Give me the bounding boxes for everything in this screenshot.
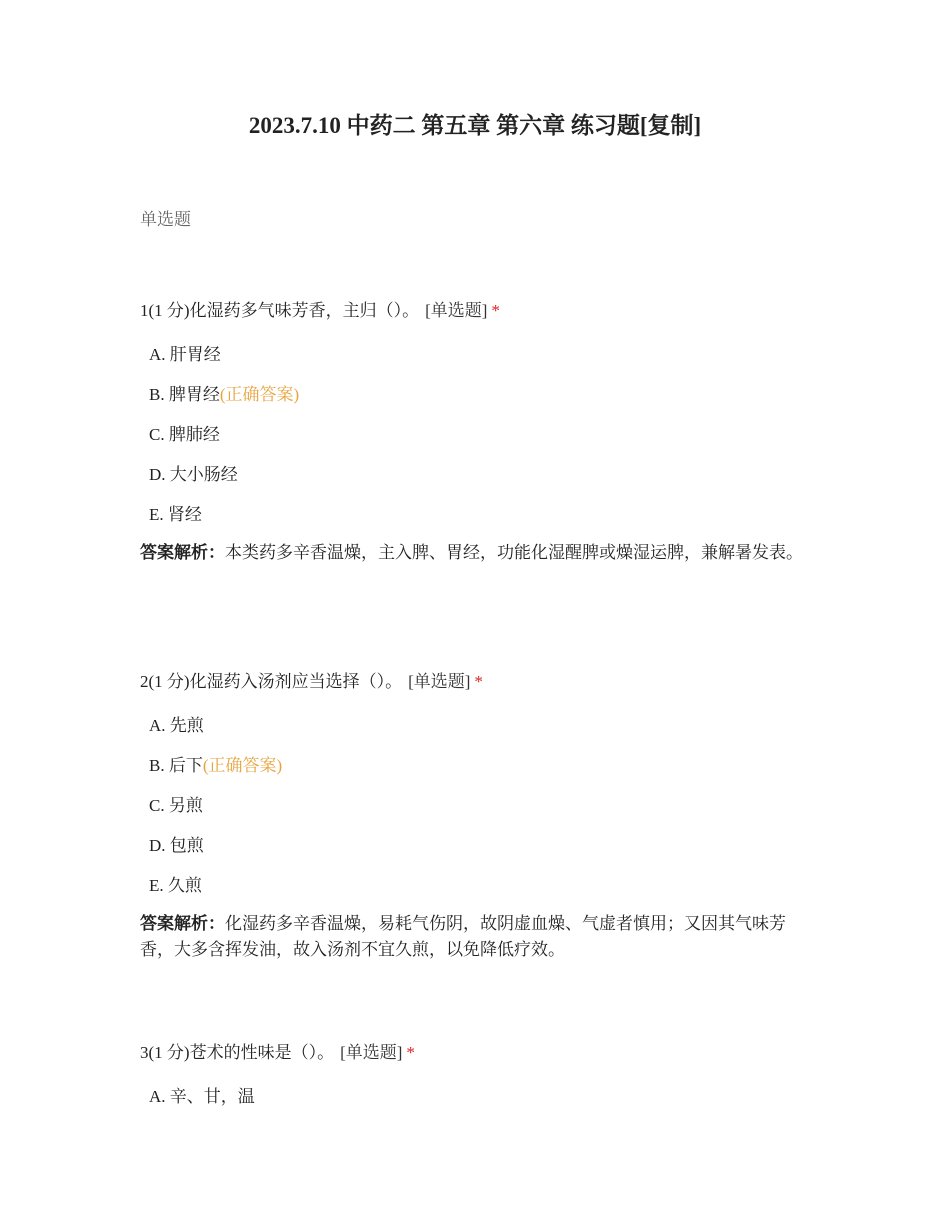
question-type: [单选题] [425, 301, 488, 320]
option-a [149, 343, 820, 383]
question-2 [140, 669, 820, 963]
question-type: [单选题] [340, 1043, 403, 1062]
option-a [149, 714, 820, 754]
analysis-text: 本类药多辛香温燥，主入脾、胃经，功能化湿醒脾或燥湿运脾，兼解暑发表。 [225, 543, 803, 562]
page-title: 2023.7.10 中药二 第五章 第六章 练习题[复制] [248, 113, 702, 138]
correct-answer-tag: (正确答案) [219, 385, 300, 404]
question-stem [140, 298, 820, 324]
option-b [149, 754, 820, 794]
question-1 [140, 298, 820, 566]
answer-analysis [140, 911, 818, 963]
option-label: A. 辛、甘，温 [149, 1087, 255, 1106]
option-label: B. 脾胃经 [149, 385, 220, 404]
option-d [149, 463, 820, 503]
option-label: C. 另煎 [149, 796, 203, 815]
question-stem [140, 669, 820, 695]
option-c [149, 794, 820, 834]
option-label: C. 脾肺经 [149, 425, 220, 444]
analysis-label: 答案解析： [140, 543, 225, 562]
option-c [149, 423, 820, 463]
question-type: [单选题] [408, 672, 471, 691]
option-label: B. 后下 [149, 756, 203, 775]
option-list [140, 343, 820, 543]
question-text: 2(1 分)化湿药入汤剂应当选择（）。 [140, 672, 403, 691]
option-e [149, 503, 820, 543]
option-list [140, 714, 820, 914]
option-a [149, 1085, 820, 1125]
option-label: E. 肾经 [149, 505, 202, 524]
option-label: D. 大小肠经 [149, 465, 238, 484]
option-label: A. 先煎 [149, 716, 204, 735]
option-b [149, 383, 820, 423]
option-d [149, 834, 820, 874]
option-label: E. 久煎 [149, 876, 202, 895]
required-star: * [406, 1043, 415, 1062]
option-label: D. 包煎 [149, 836, 204, 855]
correct-answer-tag: (正确答案) [202, 756, 283, 775]
question-3 [140, 1040, 820, 1125]
option-label: A. 肝胃经 [149, 345, 221, 364]
required-star: * [491, 301, 500, 320]
answer-analysis [140, 540, 818, 566]
required-star: * [474, 672, 483, 691]
option-e [149, 874, 820, 914]
question-text: 3(1 分)苍术的性味是（）。 [140, 1043, 335, 1062]
analysis-label: 答案解析： [140, 914, 225, 933]
analysis-text: 化湿药多辛香温燥，易耗气伤阴，故阴虚血燥、气虚者慎用；又因其气味芳香，大多含挥发油，故入汤剂不宜久煎，以免降低疗效。 [140, 914, 786, 959]
option-list [140, 1085, 820, 1125]
question-text: 1(1 分)化湿药多气味芳香，主归（）。 [140, 301, 420, 320]
section-label: 单选题 [140, 210, 191, 229]
question-stem [140, 1040, 820, 1066]
